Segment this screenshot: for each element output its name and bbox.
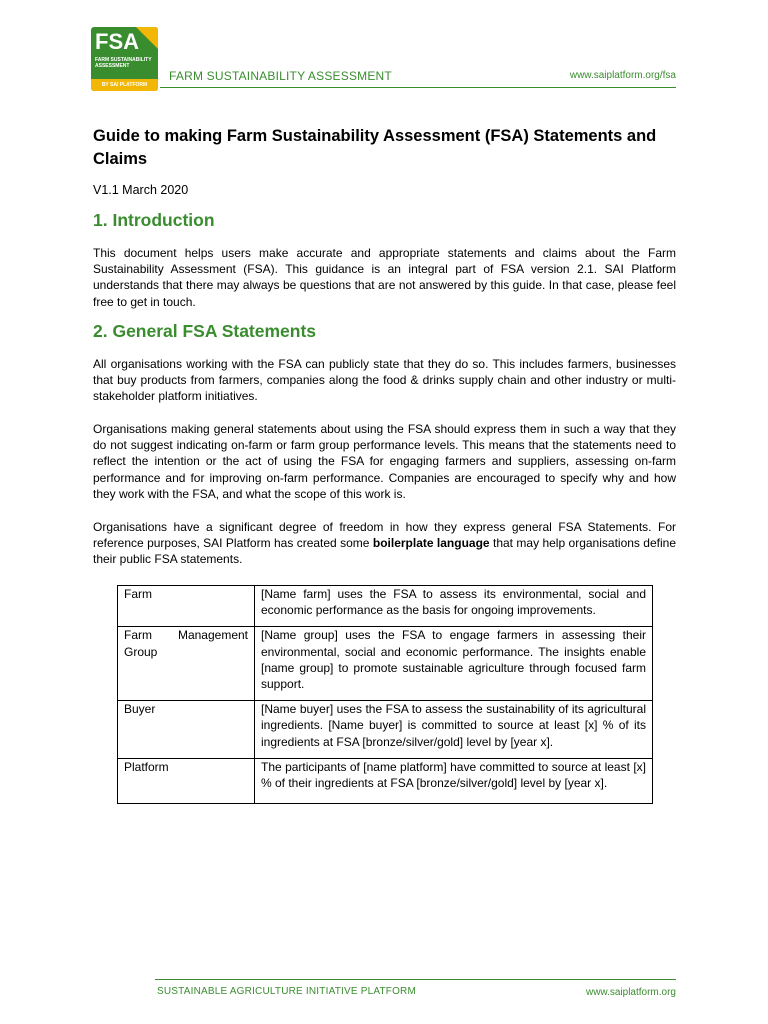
paragraph-3-start: Organisations have a significant degree of freedom in how they express general FSA Statements. For reference purposes, SAI Platform has created some [93, 520, 676, 551]
statements-paragraph-3 [93, 519, 676, 568]
statements-paragraph-2: Organisations making general statements about using the FSA should express them in such a way that they do not suggest indicating on-farm or farm group performance levels. This means that the statements need to reflect the intention or the act of using the FSA for engaging farmers and suppliers, assessing on-farm performance and for improving on-farm performance. Companies are encouraged to specify why and how they work with the FSA, and what the scope of this work is. [93, 422, 676, 501]
statements-paragraph-1: All organisations working with the FSA can publicly state that they do so. This includes farmers, businesses that buy products from farmers, companies along the food & drinks supply chain and other industry or multi-stakeholder platform initiatives. [93, 357, 676, 404]
statement-text-cell: [Name farm] uses the FSA to assess its environmental, social and economic performance as the basis for ongoing improvements. [255, 586, 653, 627]
logo-subtitle: FARM SUSTAINABILITY ASSESSMENT [95, 57, 152, 69]
logo-mark: FSA [95, 29, 139, 54]
statement-text-cell: The participants of [name platform] have committed to source at least [x] % of their ingredients at FSA [bronze/silver/gold] level by [year x]. [255, 758, 653, 803]
section-heading-general-statements: 2. General FSA Statements [93, 321, 317, 341]
paragraph-3-end: that may help organisations define their public FSA statements. [93, 536, 676, 567]
footer-organisation: SUSTAINABLE AGRICULTURE INITIATIVE PLATFORM [157, 986, 417, 997]
statement-type-cell: Buyer [118, 701, 255, 759]
header-url[interactable]: www.saiplatform.org/fsa [569, 70, 676, 81]
statement-text-cell: [Name buyer] uses the FSA to assess the sustainability of its agricultural ingredients. [Name buyer] is committed to source at least [x] % of its ingredients at FSA [bronze/silver/gold] level by [year x]. [255, 701, 653, 759]
table-row [118, 627, 653, 701]
document-title: Guide to making Farm Sustainability Assessment (FSA) Statements and Claims [93, 127, 657, 168]
table-row [118, 701, 653, 759]
statement-text-cell: [Name group] uses the FSA to engage farmers in assessing their environmental, social and economic performance. The insights enable [name group] to promote sustainable agriculture through focused farm support. [255, 627, 653, 701]
fsa-logo [91, 27, 158, 91]
introduction-paragraph: This document helps users make accurate and appropriate statements and claims about the Farm Sustainability Assessment (FSA). This guidance is an integral part of FSA version 2.1. SAI Platform understands that there may always be questions that are not answered by this guide. In that case, please feel free to get in touch. [93, 246, 676, 309]
logo-corner-fold [136, 27, 158, 49]
footer-url[interactable]: www.saiplatform.org [585, 987, 676, 998]
table-row [118, 758, 653, 803]
table-row [118, 586, 653, 627]
logo-by-line: BY SAI PLATFORM [91, 79, 158, 91]
header-divider [160, 87, 676, 88]
header-title: FARM SUSTAINABILITY ASSESSMENT [169, 69, 392, 83]
statement-type-cell: Farm Management Group [118, 627, 255, 701]
boilerplate-language-emphasis: boilerplate language [372, 536, 490, 551]
document-version: V1.1 March 2020 [93, 183, 189, 197]
statement-type-cell: Farm [118, 586, 255, 627]
boilerplate-statements-table [117, 585, 653, 804]
footer-divider [155, 979, 676, 980]
statement-type-cell: Platform [118, 758, 255, 803]
section-heading-introduction: 1. Introduction [93, 210, 215, 230]
